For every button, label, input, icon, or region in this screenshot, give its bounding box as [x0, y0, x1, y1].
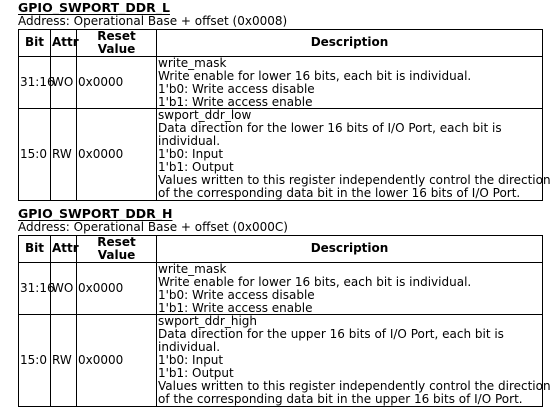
register-name: GPIO_SWPORT_DDR_L — [18, 0, 170, 15]
description-line: Data direction for the upper 16 bits of I/O Port, each bit is — [158, 327, 504, 342]
attr-cell: RW — [51, 315, 77, 406]
bit-cell: 15:0 — [19, 315, 51, 406]
description-line: 1'b0: Input — [158, 147, 224, 162]
column-header-bit: Bit — [19, 30, 51, 57]
description-cell — [157, 56, 543, 109]
description-line: individual. — [158, 340, 221, 355]
table-row — [19, 109, 543, 200]
bit-cell: 31:16 — [19, 262, 51, 315]
register-name: GPIO_SWPORT_DDR_H — [18, 206, 173, 221]
column-header-bit: Bit — [19, 236, 51, 263]
table-header-row — [19, 236, 543, 263]
column-header-description: Description — [157, 236, 543, 263]
description-line: individual. — [158, 134, 221, 149]
description-line: Values written to this register independently control the direction — [158, 378, 551, 393]
description-line: 1'b1: Output — [158, 160, 234, 175]
column-header-reset-value: Reset Value — [77, 30, 157, 57]
reset-value-cell: 0x0000 — [77, 315, 157, 406]
attr-cell: RW — [51, 109, 77, 200]
column-header-reset-value: Reset Value — [77, 236, 157, 263]
bit-cell: 31:16 — [19, 56, 51, 109]
description-line: of the corresponding data bit in the lower 16 bits of I/O Port. — [158, 185, 521, 200]
description-line: Data direction for the lower 16 bits of I/O Port, each bit is — [158, 121, 502, 136]
register-table — [18, 235, 551, 407]
column-header-attr: Attr — [51, 236, 77, 263]
description-line: write_mask — [158, 261, 227, 276]
description-line: 1'b0: Write access disable — [158, 81, 315, 96]
description-cell — [157, 262, 543, 315]
register-table — [18, 29, 551, 201]
description-line: swport_ddr_low — [158, 108, 252, 123]
description-line: 1'b1: Write access enable — [158, 300, 313, 315]
register-address: Address: Operational Base + offset (0x0008) — [18, 14, 288, 28]
description-line: write_mask — [158, 55, 227, 70]
reset-value-cell: 0x0000 — [77, 262, 157, 315]
table-header-row — [19, 30, 543, 57]
description-line: 1'b1: Write access enable — [158, 94, 313, 109]
column-header-attr: Attr — [51, 30, 77, 57]
attr-cell: WO — [51, 262, 77, 315]
reset-value-cell: 0x0000 — [77, 56, 157, 109]
description-line: 1'b0: Write access disable — [158, 287, 315, 302]
description-line: Write enable for lower 16 bits, each bit is individual. — [158, 68, 472, 83]
description-line: of the corresponding data bit in the upper 16 bits of I/O Port. — [158, 391, 523, 406]
register-section — [18, 0, 551, 201]
table-row — [19, 56, 543, 109]
table-row — [19, 262, 543, 315]
column-header-description: Description — [157, 30, 543, 57]
description-cell — [157, 314, 551, 406]
description-line: Write enable for lower 16 bits, each bit is individual. — [158, 274, 472, 289]
description-line: 1'b1: Output — [158, 366, 234, 381]
register-section — [18, 206, 551, 407]
description-line: swport_ddr_high — [158, 314, 257, 329]
attr-cell: WO — [51, 56, 77, 109]
bit-cell: 15:0 — [19, 109, 51, 200]
table-row — [19, 315, 543, 406]
description-line: Values written to this register independently control the direction — [158, 172, 551, 187]
description-line: 1'b0: Input — [158, 353, 224, 368]
description-cell — [157, 108, 551, 200]
reset-value-cell: 0x0000 — [77, 109, 157, 200]
register-address: Address: Operational Base + offset (0x000C) — [18, 220, 288, 234]
